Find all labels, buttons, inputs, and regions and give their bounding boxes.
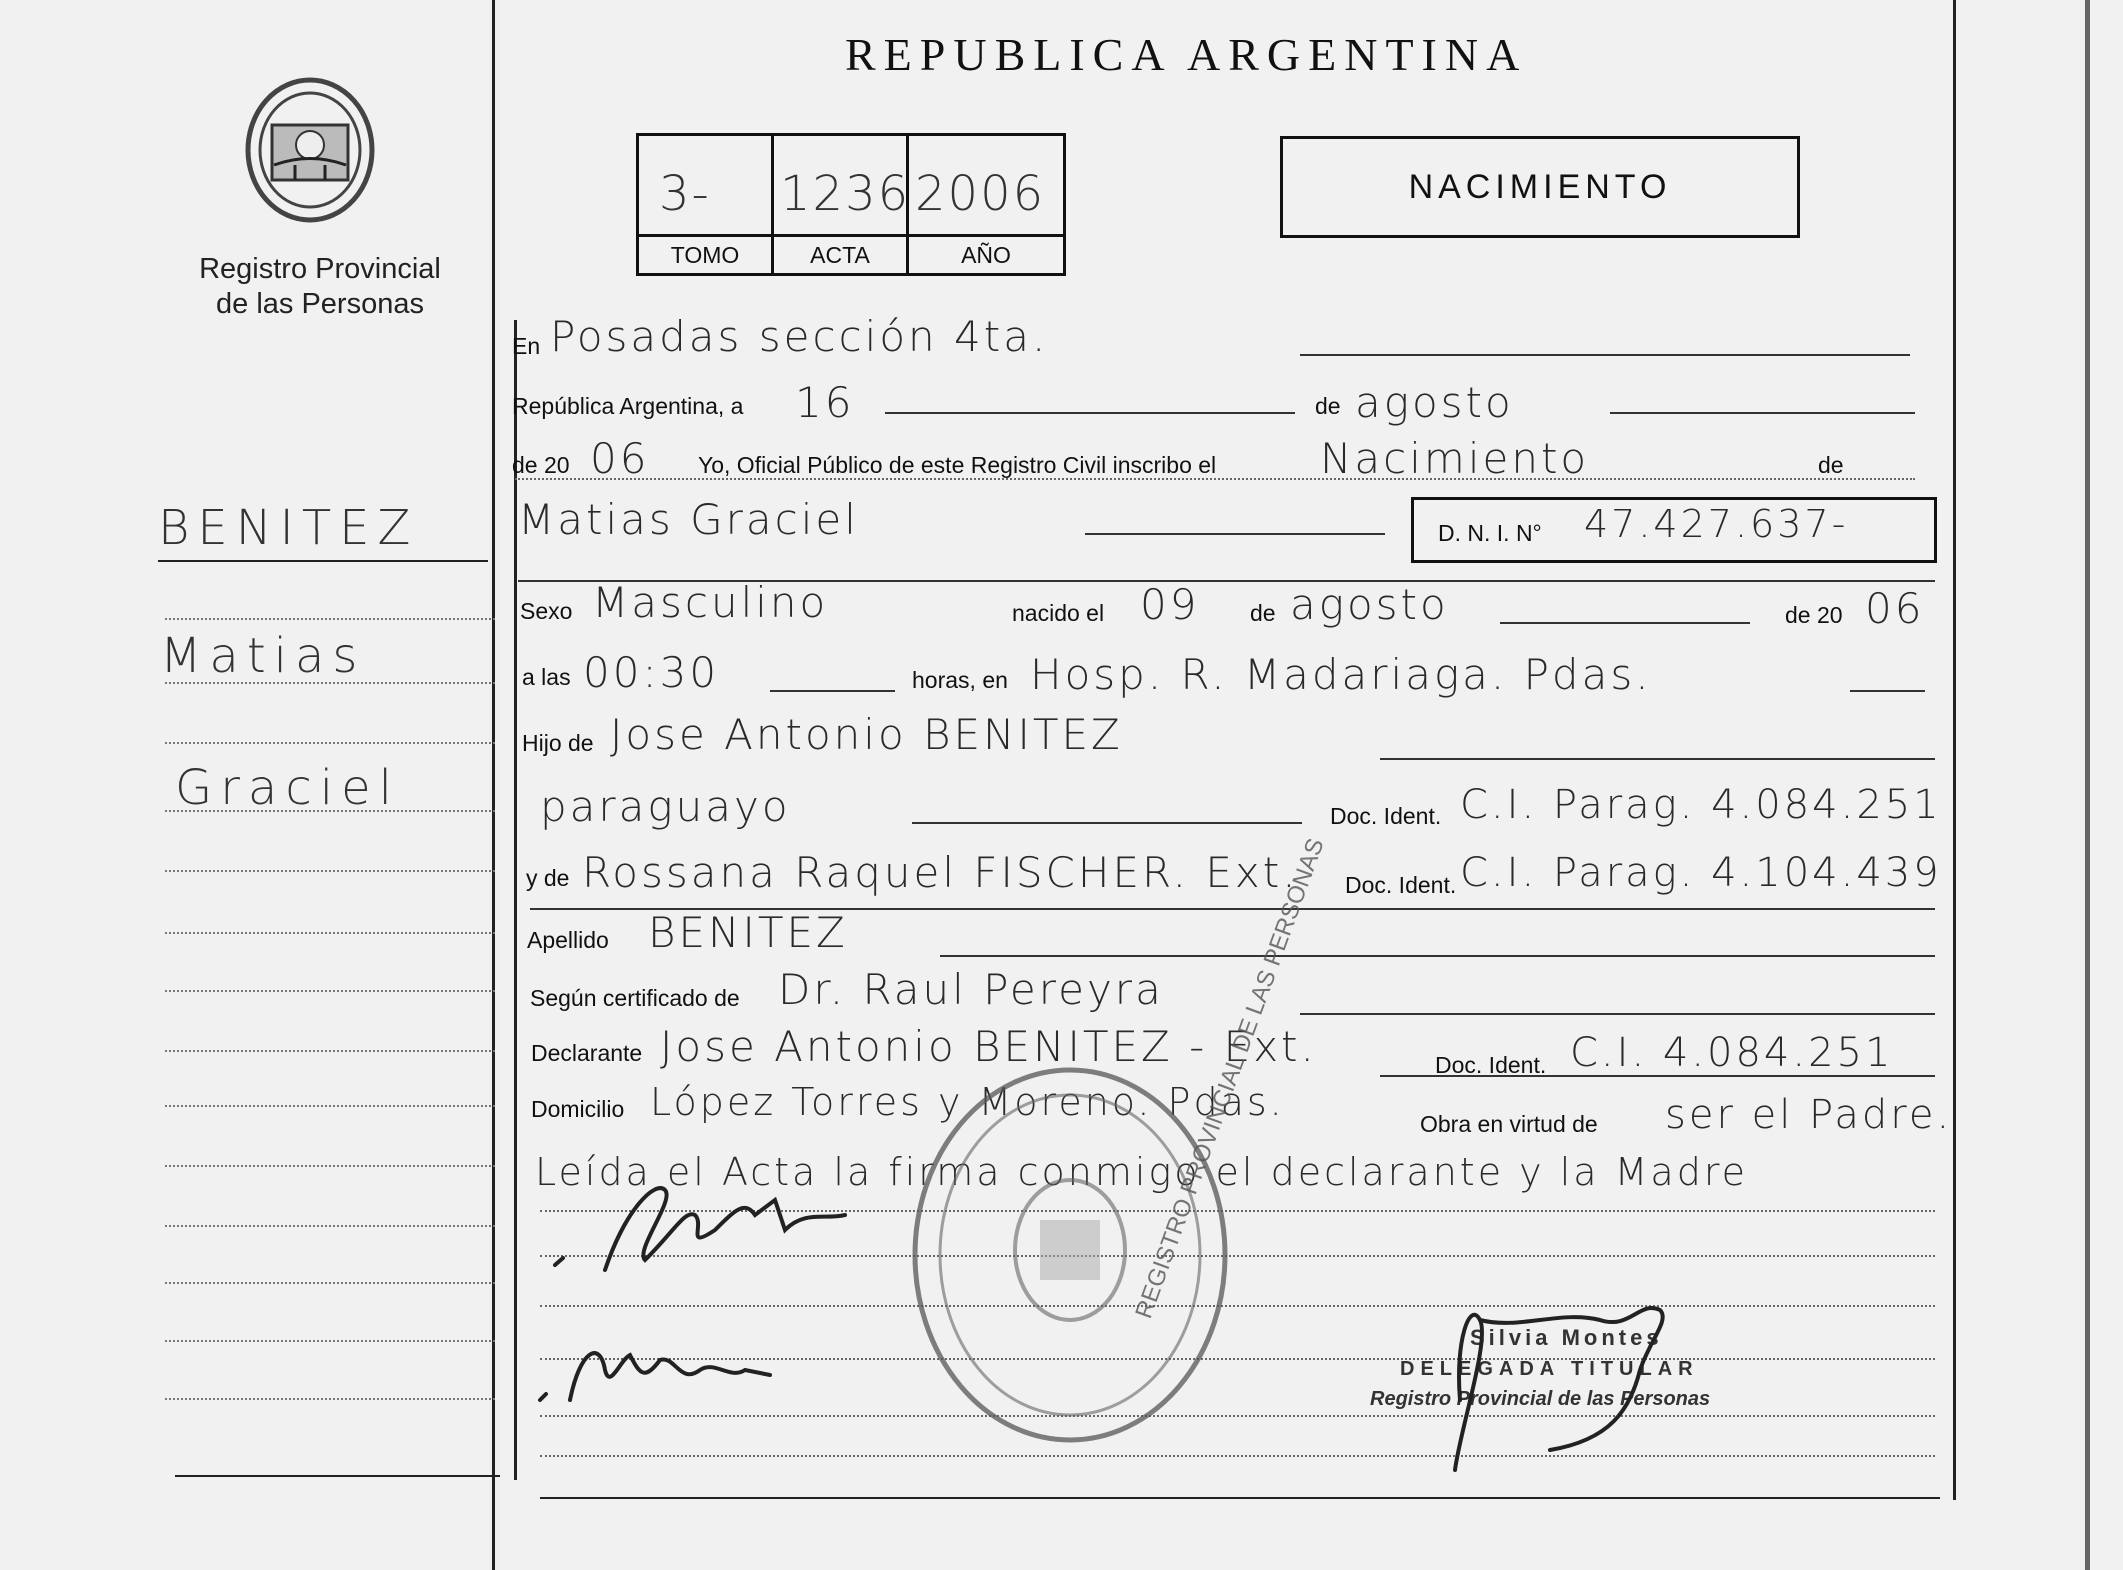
republic-label: República Argentina, a xyxy=(512,393,744,419)
tomo-label: TOMO xyxy=(639,234,771,276)
father-name-value: Jose Antonio BENITEZ xyxy=(610,710,1123,759)
birth-de-label: de xyxy=(1250,600,1276,626)
margin-surname-underline xyxy=(158,560,488,562)
registry-name xyxy=(150,252,490,322)
margin-line xyxy=(165,932,495,934)
anio-cell xyxy=(909,136,1063,273)
record-type-box: NACIMIENTO xyxy=(1280,136,1800,238)
row3-dotted-line xyxy=(515,478,1915,480)
full-name-value: Matias Graciel xyxy=(518,495,859,544)
record-number-table xyxy=(636,133,1066,276)
horas-label: horas, en xyxy=(912,667,1008,693)
margin-line xyxy=(165,1105,495,1107)
en-label: En xyxy=(512,333,541,359)
sexo-value: Masculino xyxy=(592,578,829,627)
closing-text: Leída el Acta la firma conmigo el declarante y la Madre xyxy=(535,1150,1749,1194)
page-edge-line xyxy=(2085,0,2090,1570)
anio-label: AÑO xyxy=(909,234,1063,276)
declarante-doc-label: Doc. Ident. xyxy=(1435,1052,1547,1078)
declarante-value: Jose Antonio BENITEZ - Ext. xyxy=(660,1022,1317,1071)
day-line xyxy=(885,412,1295,414)
margin-line xyxy=(165,1340,495,1342)
officer-signature xyxy=(1400,1280,1730,1490)
officer-title: DELEGADA TITULAR xyxy=(1400,1358,1699,1380)
month-value: agosto xyxy=(1355,378,1514,427)
margin-line xyxy=(165,742,495,744)
father-name-line xyxy=(1380,758,1935,760)
nacido-label: nacido el xyxy=(1012,600,1105,626)
mother-doc-label: Doc. Ident. xyxy=(1345,872,1457,898)
time-line xyxy=(770,690,895,692)
father-origin-value: paraguayo xyxy=(540,782,791,831)
apellido-label: Apellido xyxy=(527,927,609,953)
officer-name: Silvia Montes xyxy=(1470,1325,1663,1350)
time-value: 00:30 xyxy=(583,648,720,697)
birth-year-label: de 20 xyxy=(1785,602,1843,628)
declarante-line xyxy=(1380,1075,1935,1077)
domicilio-value: López Torres y Moreno. Pdas. xyxy=(650,1080,1285,1124)
year-suffix-value: 06 xyxy=(590,434,650,483)
dni-label: D. N. I. N° xyxy=(1438,520,1542,546)
segun-label: Según certificado de xyxy=(530,985,740,1011)
place-line xyxy=(1300,354,1910,356)
left-margin-column xyxy=(0,0,500,1570)
place-value: Posadas sección 4ta. xyxy=(550,312,1049,361)
birth-month-line xyxy=(1500,622,1750,624)
father-signature xyxy=(545,1170,875,1280)
domicilio-label: Domicilio xyxy=(531,1096,625,1122)
margin-middle-name: Graciel xyxy=(175,760,400,816)
y-de-label: y de xyxy=(526,865,570,891)
obra-label: Obra en virtud de xyxy=(1420,1111,1598,1137)
mother-signature xyxy=(530,1330,790,1410)
margin-surname: BENITEZ xyxy=(158,500,419,556)
margin-line xyxy=(165,1282,495,1284)
registry-name-line1: Registro Provincial xyxy=(199,253,441,285)
birth-year-suffix-value: 06 xyxy=(1865,584,1925,633)
father-origin-line xyxy=(912,822,1302,824)
dni-value: 47.427.637- xyxy=(1584,502,1849,546)
acta-label: ACTA xyxy=(774,234,906,276)
tomo-cell xyxy=(639,136,774,273)
month-de-label: de xyxy=(1315,393,1341,419)
a-las-label: a las xyxy=(522,664,571,690)
act-type-value: Nacimiento xyxy=(1320,434,1590,483)
hijo-label: Hijo de xyxy=(522,730,594,756)
margin-line xyxy=(165,810,495,812)
obra-value: ser el Padre. xyxy=(1665,1092,1953,1138)
margin-line xyxy=(165,1050,495,1052)
margin-first-name: Matias xyxy=(160,628,366,684)
mother-name-value: Rossana Raquel FISCHER. Ext. xyxy=(582,848,1299,897)
apellido-line xyxy=(940,955,1935,957)
margin-line xyxy=(165,990,495,992)
father-doc-value: C.I. Parag. 4.084.251 xyxy=(1460,782,1942,828)
declarante-doc-value: C.I. 4.084.251 xyxy=(1570,1030,1894,1076)
declarante-label: Declarante xyxy=(531,1040,643,1066)
margin-line xyxy=(165,618,495,620)
anio-value: 2006 xyxy=(915,166,1046,222)
provincial-seal-logo xyxy=(240,70,380,230)
certificado-line xyxy=(1300,1013,1935,1015)
oficial-text: Yo, Oficial Público de este Registro Civil inscribo el xyxy=(698,452,1217,478)
acta-value: 1236 xyxy=(780,166,911,222)
margin-line xyxy=(165,682,495,684)
year-prefix-label: de 20 xyxy=(512,452,570,478)
place-of-birth-line xyxy=(1850,690,1925,692)
margin-bottom-line xyxy=(175,1475,500,1477)
sexo-label: Sexo xyxy=(520,598,573,624)
margin-line xyxy=(165,1225,495,1227)
document-title: REPUBLICA ARGENTINA xyxy=(845,29,1528,80)
margin-line xyxy=(165,1398,495,1400)
column-divider-line xyxy=(514,320,517,1480)
month-line xyxy=(1610,412,1915,414)
day-value: 16 xyxy=(795,378,855,427)
margin-line xyxy=(165,870,495,872)
officer-office: Registro Provincial de las Personas xyxy=(1370,1388,1711,1410)
birth-day-value: 09 xyxy=(1140,580,1200,629)
full-name-line xyxy=(1085,533,1385,535)
tomo-value: 3- xyxy=(659,166,711,222)
acta-cell xyxy=(774,136,909,273)
apellido-value: BENITEZ xyxy=(648,908,848,957)
father-doc-label: Doc. Ident. xyxy=(1330,803,1442,829)
bottom-line xyxy=(540,1497,1940,1499)
seal-text: REGISTRO PROVINCIAL DE LAS PERSONAS xyxy=(1130,834,1330,1323)
dni-box xyxy=(1411,497,1937,563)
of-label: de xyxy=(1818,452,1844,478)
registry-name-line2: de las Personas xyxy=(216,288,424,320)
birth-month-value: agosto xyxy=(1290,580,1449,629)
certificado-value: Dr. Raul Pereyra xyxy=(778,965,1164,1014)
place-of-birth-value: Hosp. R. Madariaga. Pdas. xyxy=(1030,650,1652,699)
margin-line xyxy=(165,1165,495,1167)
mother-doc-value: C.I. Parag. 4.104.439 xyxy=(1460,850,1942,896)
right-border-line xyxy=(1953,0,1956,1500)
